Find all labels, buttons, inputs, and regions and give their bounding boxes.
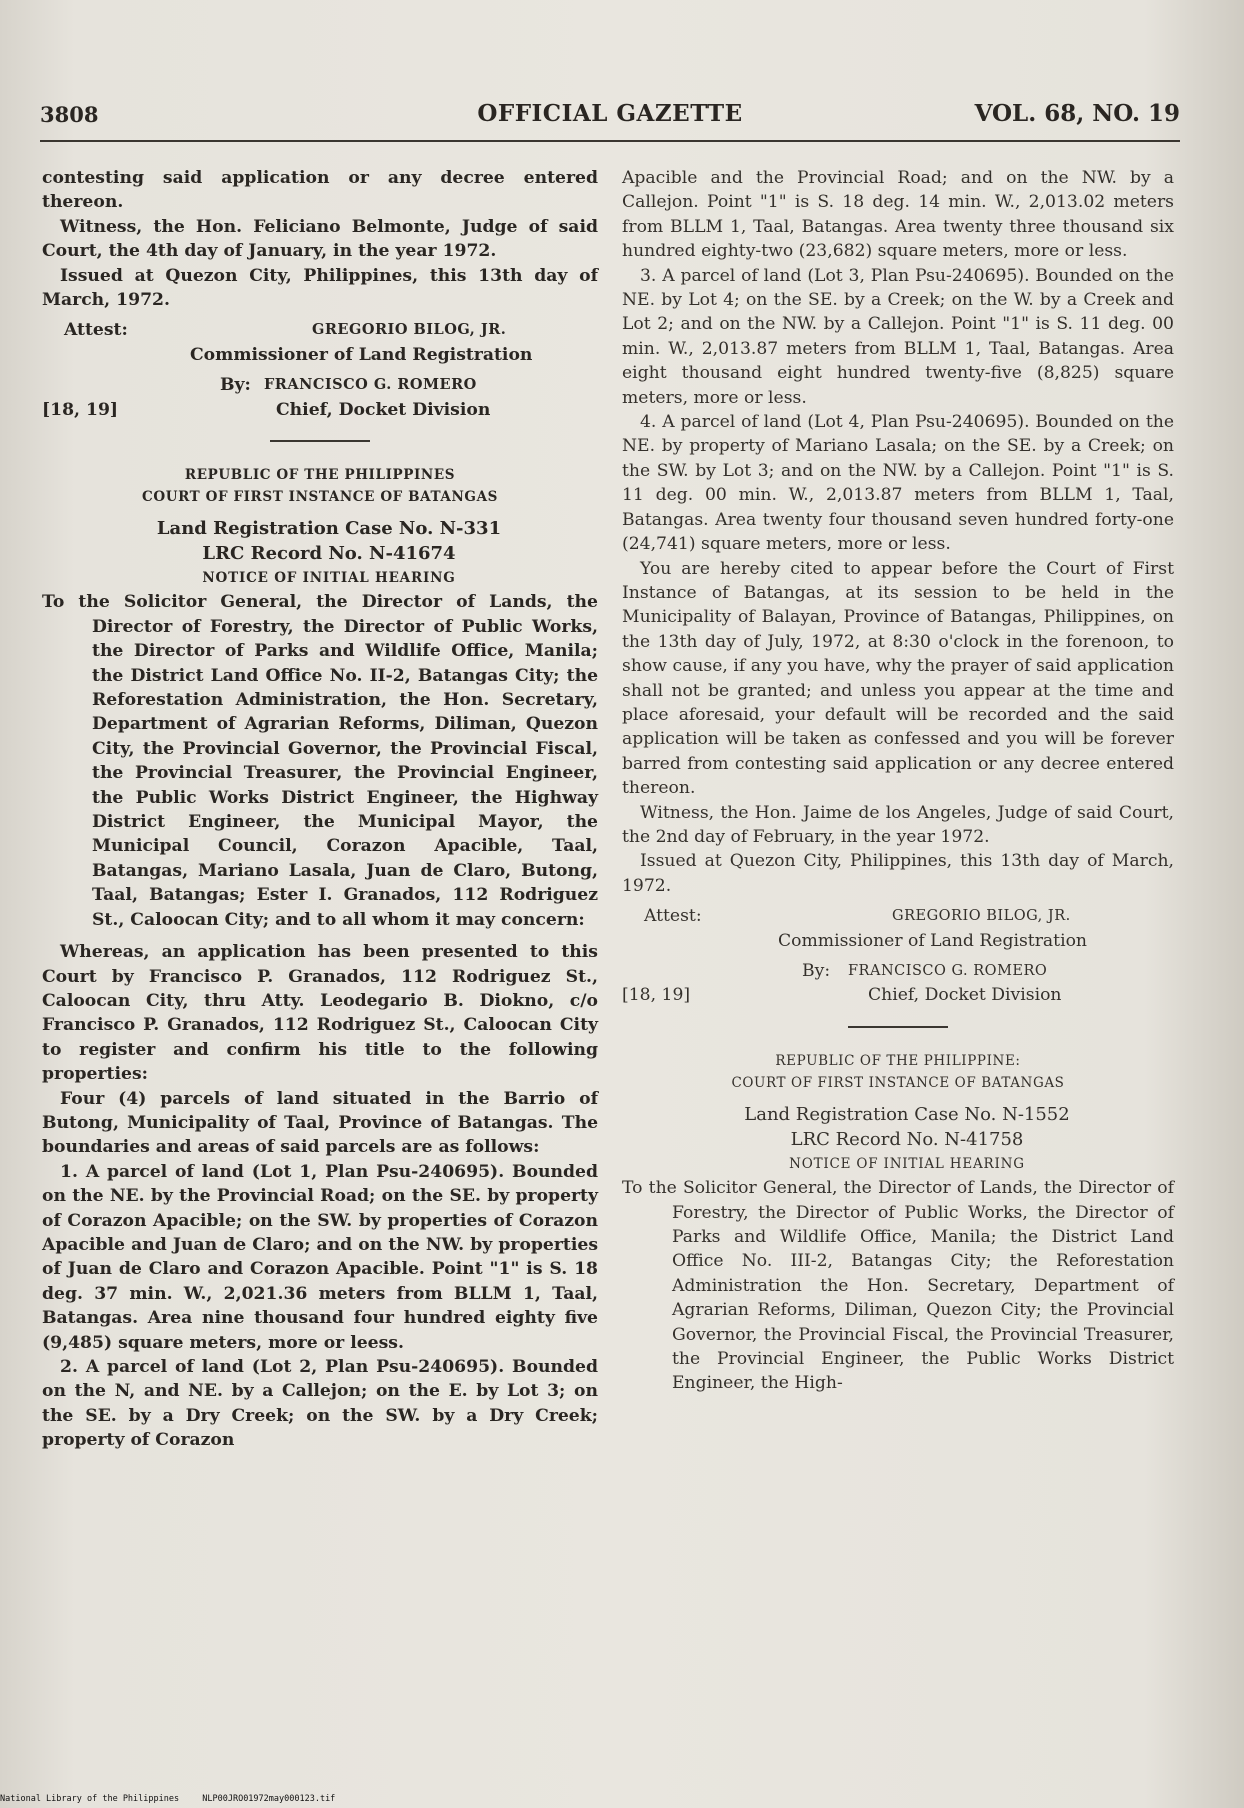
court-heading: COURT OF FIRST INSTANCE OF BATANGAS	[142, 489, 498, 505]
commissioner-title: Commissioner of Land Registration	[190, 344, 533, 365]
chief-line	[42, 398, 598, 422]
issue-reference: [18, 19]	[42, 399, 119, 420]
publication-title: OFFICIAL GAZETTE	[477, 100, 743, 127]
attest-line	[622, 904, 1174, 928]
page-header	[40, 96, 1180, 136]
parcel-description: 1. A parcel of land (Lot 1, Plan Psu-240695). Bounded on the NE. by the Provincial Road; on the SE. by property of Corazon Apacible; on the SW. by properties of Corazon Apacible and Juan de Claro; and on the NW. by properties of Juan de Claro and Corazon Apacible. Point "1" is S. 18 deg. 37 min. W., 2,021.36 meters from BLLM 1, Taal, Batangas. Area nine thousand four hundred eighty five (9,485) square meters, more or leess.	[42, 1161, 598, 1353]
by-line	[622, 959, 1174, 983]
paragraph: Issued at Quezon City, Philippines, this 13th day of March, 1972.	[622, 851, 1174, 896]
paragraph: Witness, the Hon. Feliciano Belmonte, Judge of said Court, the 4th day of January, in the year 1972.	[42, 216, 598, 262]
addressee-paragraph: To the Solicitor General, the Director of Lands, the Director of Forestry, the Director of Public Works, the Director of Parks and Wildlife Office, Manila; the District Land Office No. III-2, Batangas City; the Reforestation Administration the Hon. Secretary, Department of Agrarian Reforms, Diliman, Quezon City; the Provincial Governor, the Provincial Fiscal, the Provincial Treasurer, the Provincial Engineer, the Public Works District Engineer, the High-	[622, 1178, 1174, 1394]
parcel-description: 2. A parcel of land (Lot 2, Plan Psu-240695). Bounded on the N, and NE. by a Callejon; on the E. by Lot 3; on the SE. by a Dry Creek; on the SW. by a Dry Creek; property of Corazon	[42, 1357, 598, 1451]
section-divider	[270, 440, 370, 442]
commissioner-name: GREGORIO BILOG, JR.	[892, 908, 1071, 925]
chief-line	[622, 983, 1174, 1007]
addressee-paragraph: To the Solicitor General, the Director of Lands, the Director of Forestry, the Director of Public Works, the Director of Parks and Wildlife Office, Manila; the District Land Office No. II-2, Batangas City; the Reforestation Administration, the Hon. Secretary, Department of Agrarian Reforms, Diliman, Quezon City, the Provincial Governor, the Provincial Fiscal, the Provincial Treasurer, the Provincial Engineer, the Public Works District Engineer, the Highway District Engineer, the Municipal Mayor, the Municipal Council, Corazon Apacible, Taal, Batangas, Mariano Lasala, Juan de Claro, Butong, Taal, Batangas; Ester I. Granados, 112 Rodriguez St., Caloocan City; and to all whom it may concern:	[42, 592, 598, 930]
right-column	[622, 166, 1174, 1396]
parcel-description: 4. A parcel of land (Lot 4, Plan Psu-240695). Bounded on the NE. by property of Mariano Lasala; on the SE. by a Creek; on the SW. by Lot 3; and on the NW. by a Callejon. Point "1" is S. 11 deg. 00 min. W., 2,013.87 meters from BLLM 1, Taal, Batangas. Area twenty four thousand seven hundred forty-one (24,741) square meters, more or less.	[622, 412, 1174, 555]
commissioner-title: Commissioner of Land Registration	[778, 930, 1087, 951]
chief-title: Chief, Docket Division	[276, 399, 491, 420]
case-number: Land Registration Case No. N-1552	[744, 1103, 1070, 1125]
paragraph: Issued at Quezon City, Philippines, this 13th day of March, 1972.	[42, 265, 598, 311]
paragraph: contesting said application or any decree entered thereon.	[42, 168, 598, 213]
by-label: By:	[220, 375, 251, 396]
header-rule	[40, 140, 1180, 142]
footer-source: National Library of the Philippines	[0, 1794, 180, 1804]
scan-footer	[0, 1794, 600, 1804]
left-column	[42, 166, 598, 1453]
court-heading: COURT OF FIRST INSTANCE OF BATANGAS	[731, 1074, 1065, 1091]
republic-heading: REPUBLIC OF THE PHILIPPINES	[184, 467, 456, 483]
chief-name: FRANCISCO G. ROMERO	[848, 962, 1048, 979]
paragraph: You are hereby cited to appear before the Court of First Instance of Batangas, at its session to be held in the Municipality of Balayan, Province of Batangas, Philippines, on the 13th day of July, 1972, at 8:30 o'clock in the forenoon, to show cause, if any you have, why the prayer of said application shall not be granted; and unless you appear at the time and place aforesaid, your default will be recorded and the said application will be taken as confessed and you will be forever barred from contesting said application or any decree entered thereon.	[622, 558, 1174, 799]
commissioner-line	[42, 343, 598, 367]
issue-reference: [18, 19]	[622, 985, 691, 1006]
notice-title: NOTICE OF INITIAL HEARING	[789, 1155, 1025, 1172]
by-label: By:	[802, 960, 831, 981]
section-divider	[848, 1026, 948, 1028]
chief-title: Chief, Docket Division	[868, 985, 1062, 1006]
lrc-record: LRC Record No. N-41758	[790, 1128, 1024, 1150]
lrc-record: LRC Record No. N-41674	[202, 543, 456, 564]
attest-line	[42, 318, 598, 342]
footer-filename: NLP00JRO01972may000123.tif	[202, 1794, 336, 1804]
paragraph: Witness, the Hon. Jaime de los Angeles, Judge of said Court, the 2nd day of February, in the year 1972.	[622, 802, 1174, 847]
parcel-description: 3. A parcel of land (Lot 3, Plan Psu-240695). Bounded on the NE. by Lot 4; on the SE. by a Creek; on the W. by a Creek and Lot 2; and on the NW. by a Callejon. Point "1" is S. 11 deg. 00 min. W., 2,013.87 meters from BLLM 1, Taal, Batangas. Area eight thousand eight hundred twenty-five (8,825) square meters, more or less.	[622, 265, 1174, 408]
volume-number: VOL. 68, NO. 19	[974, 100, 1180, 127]
republic-heading: REPUBLIC OF THE PHILIPPINE:	[775, 1052, 1021, 1069]
chief-name: FRANCISCO G. ROMERO	[264, 376, 477, 394]
commissioner-line	[622, 929, 1174, 953]
notice-title: NOTICE OF INITIAL HEARING	[202, 570, 456, 586]
paragraph: Four (4) parcels of land situated in the Barrio of Butong, Municipality of Taal, Province of Batangas. The boundaries and areas of said parcels are as follows:	[42, 1088, 598, 1158]
case-number: Land Registration Case No. N-331	[156, 518, 502, 539]
parcel-description: Apacible and the Provincial Road; and on the NW. by a Callejon. Point "1" is S. 18 deg. 14 min. W., 2,013.02 meters from BLLM 1, Taal, Batangas. Area twenty three thousand six hundred eighty-two (23,682) square meters, more or less.	[622, 168, 1174, 262]
commissioner-name: GREGORIO BILOG, JR.	[312, 321, 507, 339]
by-line	[42, 373, 598, 397]
attest-label: Attest:	[64, 320, 128, 341]
page-number: 3808	[40, 102, 99, 127]
attest-label: Attest:	[644, 906, 702, 927]
paragraph: Whereas, an application has been presented to this Court by Francisco P. Granados, 112 Rodriguez St., Caloocan City, thru Atty. Leodegario B. Diokno, c/o Francisco P. Granados, 112 Rodriguez St., Caloocan City to register and confirm his title to the following properties:	[42, 942, 598, 1085]
